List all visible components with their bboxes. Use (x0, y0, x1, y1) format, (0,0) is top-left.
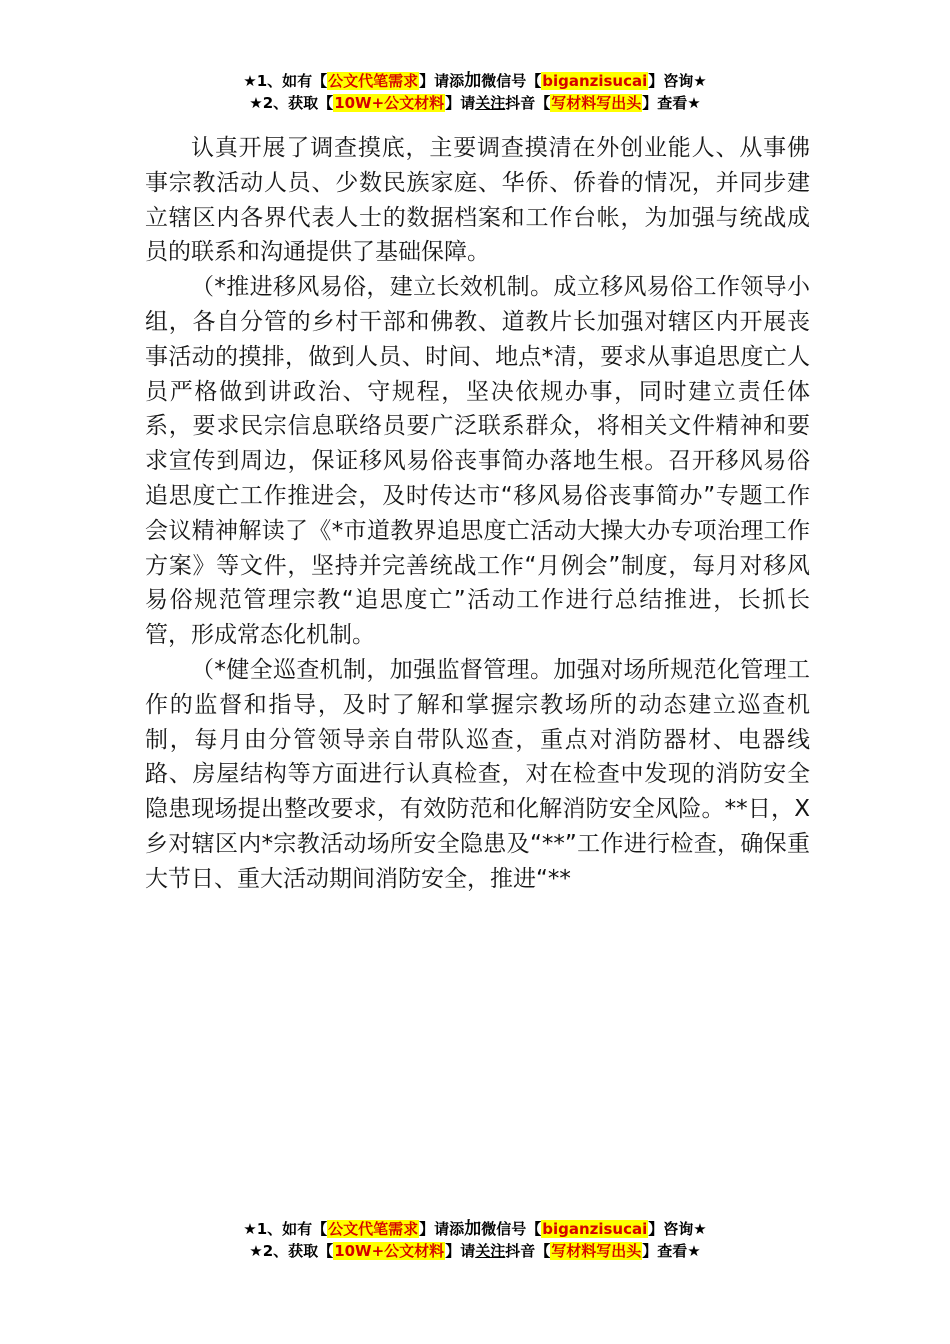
douyin-account-highlight: 写材料写出头 (551, 94, 642, 112)
header-promo-line-1: ★1、如有【公文代笔需求】请添加微信号【biganzisucai】咨询★ (243, 71, 707, 91)
footer-promo-line-1: ★1、如有【公文代笔需求】请添加微信号【biganzisucai】咨询★ (243, 1219, 707, 1239)
header-promo-line-2: ★2、获取【10W+公文材料】请关注抖音【写材料写出头】查看★ (249, 94, 701, 112)
materials-count-highlight: 10W+公文材料 (334, 94, 445, 112)
footer-promo-line-2: ★2、获取【10W+公文材料】请关注抖音【写材料写出头】查看★ (249, 1242, 701, 1260)
code-writing-service-highlight: 公文代笔需求 (328, 72, 419, 90)
footer-promo-banner (0, 1218, 950, 1262)
paragraph-inspection-mechanism: （*健全巡查机制，加强监督管理。加强对场所规范化管理工作的监督和指导，及时了解和掌握宗教场所的动态建立巡查机制，每月由分管领导亲自带队巡查，重点对消防器材、电器线路、房屋结构等方面进行认真检查，对在检查中发现的消防安全隐患现场提出整改要求，有效防范和化解消防安全风险。**日，X乡对辖区内*宗教活动场所安全隐患及“**”工作进行检查，确保重大节日、重大活动期间消防安全，推进“** (145, 656, 810, 892)
paragraph-customs-reform: （*推进移风易俗，建立长效机制。成立移风易俗工作领导小组，各自分管的乡村干部和佛教、道教片长加强对辖区内开展丧事活动的摸排，做到人员、时间、地点*清，要求从事追思度亡人员严格做到讲政治、守规程，坚决依规办事，同时建立责任体系，要求民宗信息联络员要广泛联系群众，将相关文件精神和要求宣传到周边，保证移风易俗丧事简办落地生根。召开移风易俗追思度亡工作推进会，及时传达市“移风易俗丧事简办”专题工作会议精神解读了《*市道教界追思度亡活动大操大办专项治理工作方案》等文件，坚持并完善统战工作“月例会”制度，每月对移风易俗规范管理宗教“追思度亡”活动工作进行总结推进，长抓长管，形成常态化机制。 (145, 274, 810, 649)
douyin-account-highlight: 写材料写出头 (551, 1242, 642, 1260)
document-body (145, 131, 810, 897)
paragraph-survey: 认真开展了调查摸底，主要调查摸清在外创业能人、从事佛事宗教活动人员、少数民族家庭、华侨、侨眷的情况，并同步建立辖区内各界代表人士的数据档案和工作台帐，为加强与统战成员的联系和沟通提供了基础保障。 (145, 135, 810, 266)
header-promo-banner (0, 70, 950, 114)
wechat-id-highlight: biganzisucai (542, 1220, 648, 1238)
materials-count-highlight: 10W+公文材料 (334, 1242, 445, 1260)
code-writing-service-highlight: 公文代笔需求 (328, 1220, 419, 1238)
wechat-id-highlight: biganzisucai (542, 72, 648, 90)
